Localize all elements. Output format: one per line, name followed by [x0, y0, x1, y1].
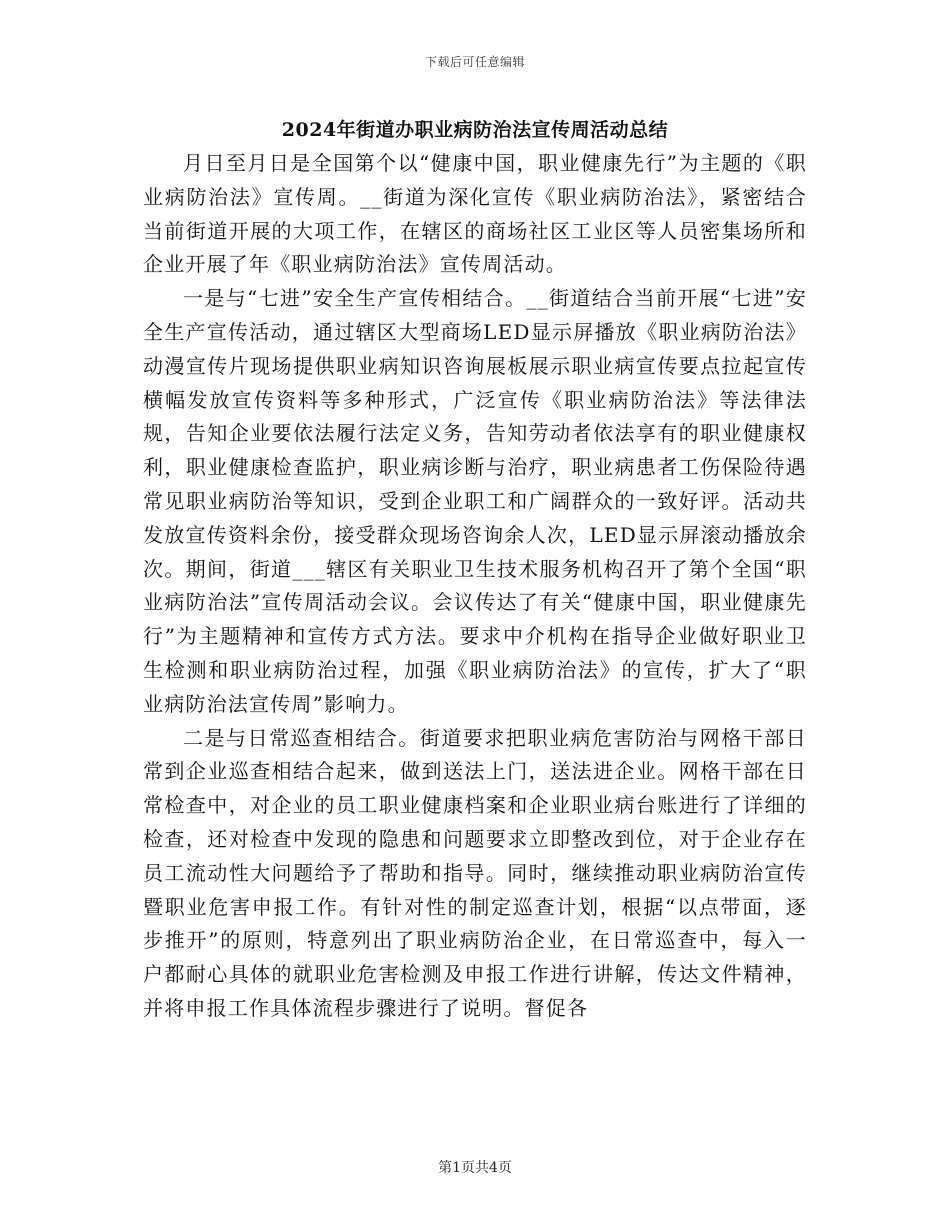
- page-header-note: 下载后可任意编辑: [424, 55, 525, 69]
- document-title: 2024年街道办职业病防治法宣传周活动总结: [281, 119, 669, 141]
- page-number: 第1页共4页: [438, 1160, 512, 1176]
- document-body: [143, 147, 807, 1026]
- paragraph-seven-entries: 一是与“七进”安全生产宣传相结合。__街道结合当前开展“七进”安全生产宣传活动，通过辖区大型商场LED显示屏播放《职业病防治法》动漫宣传片现场提供职业病知识咨询展板展示职业病宣传要点拉起宣传横幅发放宣传资料等多种形式，广泛宣传《职业病防治法》等法律法规，告知企业要依法履行法定义务，告知劳动者依法享有的职业健康权利，职业健康检查监护，职业病诊断与治疗，职业病患者工伤保险待遇常见职业病防治等知识，受到企业职工和广阔群众的一致好评。活动共发放宣传资料余份，接受群众现场咨询余人次，LED显示屏滚动播放余次。期间，街道___辖区有关职业卫生技术服务机构召开了第个全国“职业病防治法”宣传周活动会议。会议传达了有关“健康中国，职业健康先行”为主题精神和宣传方式方法。要求中介机构在指导企业做好职业卫生检测和职业病防治过程，加强《职业病防治法》的宣传，扩大了“职业病防治法宣传周”影响力。: [143, 286, 807, 716]
- paragraph-daily-inspection: 二是与日常巡查相结合。街道要求把职业病危害防治与网格干部日常到企业巡查相结合起来，做到送法上门，送法进企业。网格干部在日常检查中，对企业的员工职业健康档案和企业职业病台账进行了详细的检查，还对检查中发现的隐患和问题要求立即整改到位，对于企业存在员工流动性大问题给予了帮助和指导。同时，继续推动职业病防治宣传暨职业危害申报工作。有针对性的制定巡查计划，根据“以点带面，逐步推开”的原则，特意列出了职业病防治企业，在日常巡查中，每入一户都耐心具体的就职业危害检测及申报工作进行讲解，传达文件精神，并将申报工作具体流程步骤进行了说明。督促各: [143, 725, 807, 1020]
- paragraph-intro: 月日至月日是全国第个以“健康中国，职业健康先行”为主题的《职业病防治法》宣传周。__街道为深化宣传《职业病防治法》，紧密结合当前街道开展的大项工作，在辖区的商场社区工业区等人员密集场所和企业开展了年《职业病防治法》宣传周活动。: [143, 151, 807, 277]
